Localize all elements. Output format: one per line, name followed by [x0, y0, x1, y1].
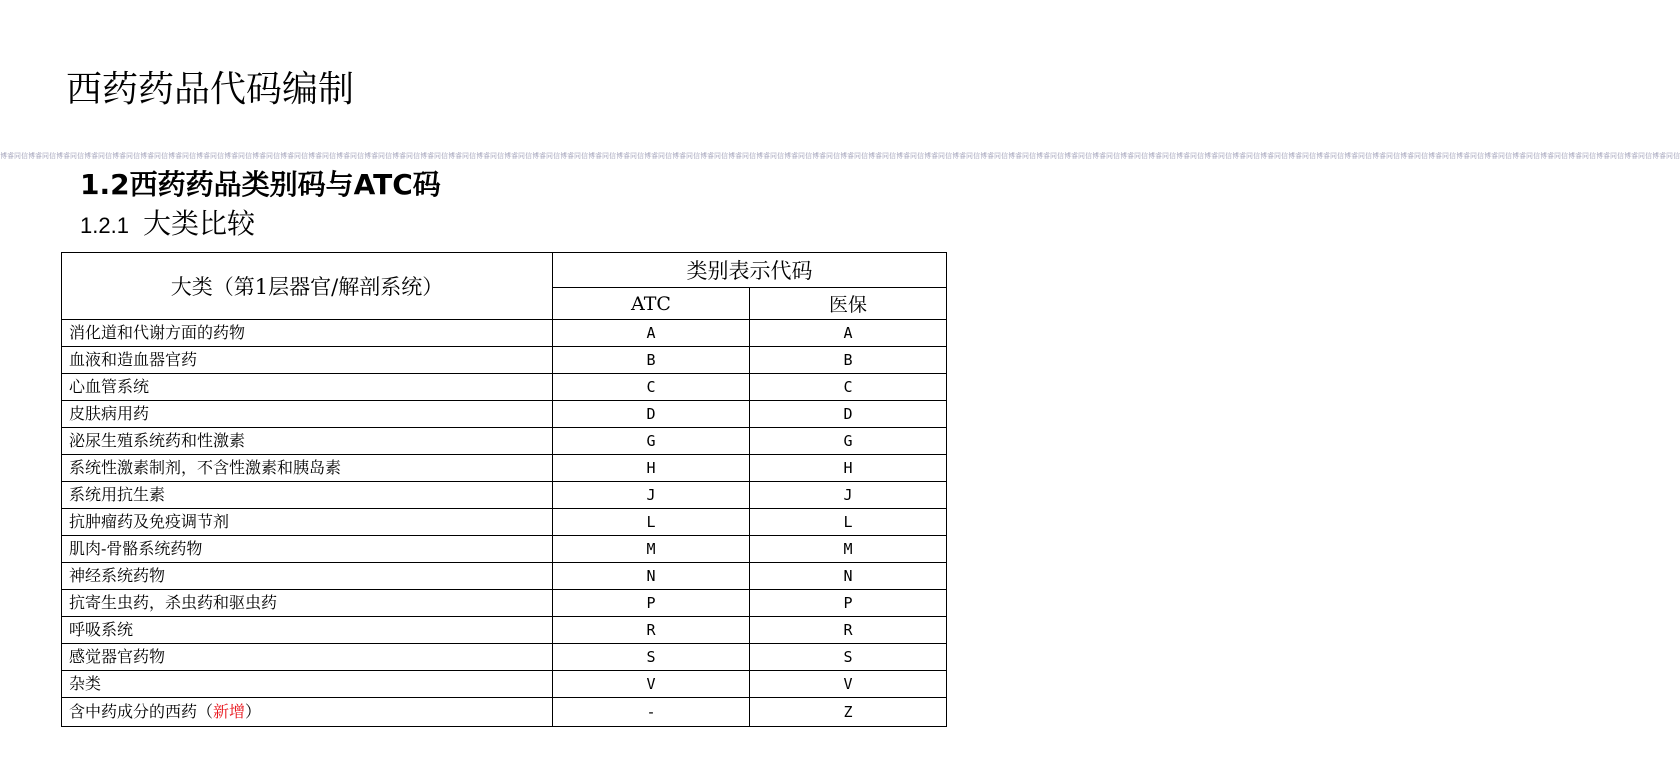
row-yibao-code: D	[750, 401, 947, 428]
row-yibao-code: N	[750, 563, 947, 590]
category-prefix: 含中药成分的西药（	[69, 702, 214, 721]
row-category: 皮肤病用药	[62, 401, 553, 428]
row-yibao-code: S	[750, 644, 947, 671]
row-atc-code: A	[553, 320, 750, 347]
row-category: 系统性激素制剂，不含性激素和胰岛素	[62, 455, 553, 482]
table-row	[62, 482, 947, 509]
row-yibao-code: V	[750, 671, 947, 698]
table-row	[62, 320, 947, 347]
subsection-title: 大类比较	[142, 207, 255, 240]
row-atc-code: V	[553, 671, 750, 698]
row-yibao-code: J	[750, 482, 947, 509]
row-yibao-code: B	[750, 347, 947, 374]
row-yibao-code: Z	[750, 698, 947, 727]
watermark-strip: 博睿同信博睿同信博睿同信博睿同信博睿同信博睿同信博睿同信博睿同信博睿同信博睿同信博睿同信博睿同信博睿同信博睿同信博睿同信博睿同信博睿同信博睿同信博睿同信博睿同信博睿同信博睿同信博睿同信博睿同信博睿同信博睿同信博睿同信博睿同信博睿同信博睿同信博睿同信博睿同信博睿同信博睿同信博睿同信博睿同信博睿同信博睿同信博睿同信博睿同信博睿同信博睿同信博睿同信博睿同信博睿同信博睿同信博睿同信博睿同信博睿同信博睿同信博睿同信博睿同信博睿同信博睿同信博睿同信博睿同信博睿同信博睿同信博睿同信博睿同信	[0, 152, 1680, 160]
table-row	[62, 374, 947, 401]
header-yibao: 医保	[750, 288, 947, 320]
row-yibao-code: M	[750, 536, 947, 563]
table-row	[62, 671, 947, 698]
row-category: 消化道和代谢方面的药物	[62, 320, 553, 347]
row-category: 泌尿生殖系统药和性激素	[62, 428, 553, 455]
row-category	[62, 698, 553, 727]
row-category: 心血管系统	[62, 374, 553, 401]
row-yibao-code: R	[750, 617, 947, 644]
table-row	[62, 347, 947, 374]
row-yibao-code: C	[750, 374, 947, 401]
row-yibao-code: H	[750, 455, 947, 482]
row-category: 神经系统药物	[62, 563, 553, 590]
row-atc-code: G	[553, 428, 750, 455]
row-category: 抗肿瘤药及免疫调节剂	[62, 509, 553, 536]
row-yibao-code: A	[750, 320, 947, 347]
table-body	[62, 320, 947, 727]
table-row	[62, 617, 947, 644]
subsection-heading	[80, 204, 255, 246]
row-atc-code: D	[553, 401, 750, 428]
row-atc-code: P	[553, 590, 750, 617]
header-code-group: 类别表示代码	[553, 253, 947, 288]
category-suffix: ）	[245, 702, 262, 721]
table-row	[62, 455, 947, 482]
slide-title: 西药药品代码编制	[66, 69, 355, 110]
row-atc-code: J	[553, 482, 750, 509]
row-atc-code: C	[553, 374, 750, 401]
table-row-new	[62, 698, 947, 727]
new-badge-text: 新增	[213, 702, 246, 721]
row-yibao-code: G	[750, 428, 947, 455]
category-comparison-table	[61, 252, 947, 727]
row-yibao-code: P	[750, 590, 947, 617]
table-row	[62, 590, 947, 617]
row-atc-code: B	[553, 347, 750, 374]
table-row	[62, 428, 947, 455]
row-category: 呼吸系统	[62, 617, 553, 644]
header-category: 大类（第1层器官/解剖系统）	[62, 253, 553, 320]
row-category: 杂类	[62, 671, 553, 698]
subsection-number: 1.2.1	[80, 213, 129, 238]
row-category: 血液和造血器官药	[62, 347, 553, 374]
row-category: 系统用抗生素	[62, 482, 553, 509]
section-heading: 1.2西药药品类别码与ATC码	[80, 168, 441, 201]
table-row	[62, 509, 947, 536]
table-row	[62, 536, 947, 563]
row-yibao-code: L	[750, 509, 947, 536]
row-category: 肌肉-骨骼系统药物	[62, 536, 553, 563]
row-atc-code: L	[553, 509, 750, 536]
table-row	[62, 401, 947, 428]
row-category: 感觉器官药物	[62, 644, 553, 671]
row-atc-code: S	[553, 644, 750, 671]
row-atc-code: -	[553, 698, 750, 727]
row-category: 抗寄生虫药，杀虫药和驱虫药	[62, 590, 553, 617]
row-atc-code: R	[553, 617, 750, 644]
table-row	[62, 644, 947, 671]
row-atc-code: N	[553, 563, 750, 590]
row-atc-code: M	[553, 536, 750, 563]
header-atc: ATC	[553, 288, 750, 320]
table-row	[62, 563, 947, 590]
row-atc-code: H	[553, 455, 750, 482]
